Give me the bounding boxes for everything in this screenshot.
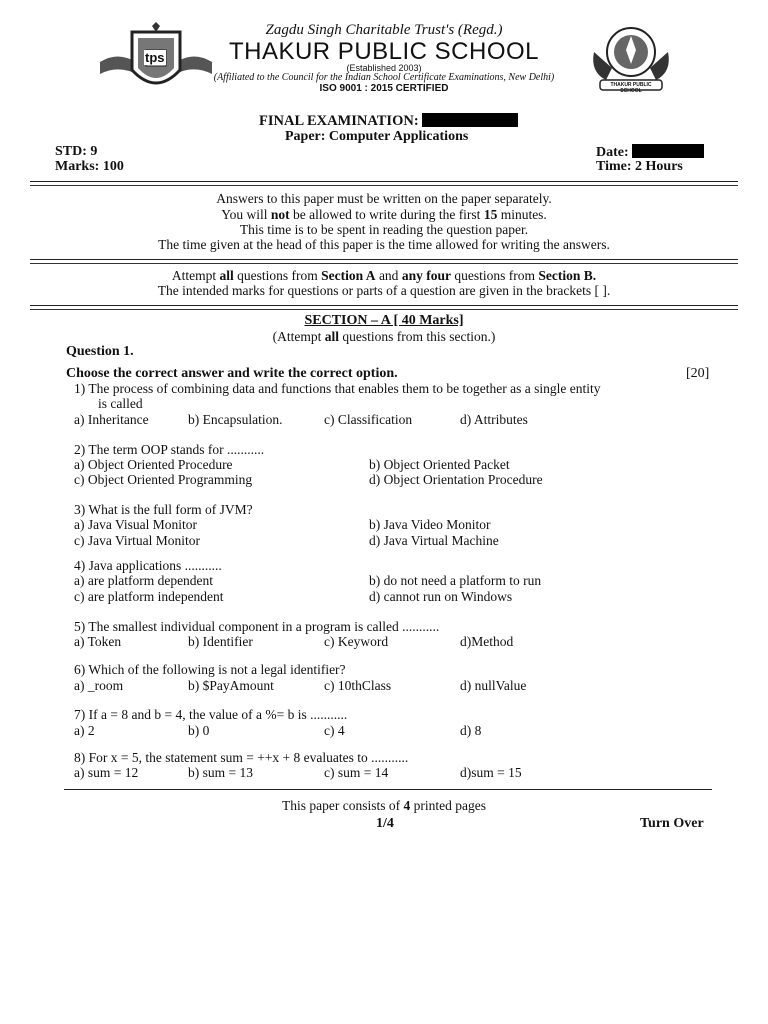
instruction-line: This time is to be spent in reading the question paper. [239, 222, 529, 237]
q4-option-b: b) do not need a platform to run [369, 573, 542, 588]
instruction-emphasis: all [219, 268, 234, 283]
instruction-text: questions from [450, 268, 539, 283]
question-7-text: 7) If a = 8 and b = 4, the value of a %= b is ........... [74, 707, 348, 722]
q7-option-d: d) 8 [460, 723, 482, 738]
instruction-text: Attempt [171, 268, 220, 283]
q1-option-b: b) Encapsulation. [188, 412, 283, 427]
emblem-text: THAKUR PUBLIC SCHOOL [610, 82, 652, 94]
q1-option-c: c) Classification [324, 412, 413, 427]
q8-option-b: b) sum = 13 [188, 765, 253, 780]
instruction-line: Answers to this paper must be written on the paper separately. [216, 191, 552, 206]
redacted-date [632, 144, 704, 158]
section-subtitle [0, 329, 768, 344]
q3-option-c: c) Java Virtual Monitor [74, 533, 201, 548]
established-text: (Established 2003) [346, 63, 422, 73]
page-number: 1/4 [376, 816, 394, 831]
q7-option-c: c) 4 [324, 723, 345, 738]
question-1-text: 1) The process of combining data and functions that enables them to be together as a single entity [74, 381, 601, 396]
page-count-number: 4 [403, 798, 411, 813]
instruction-text: and [375, 268, 402, 283]
q2-option-a: a) Object Oriented Procedure [74, 457, 233, 472]
q2-option-d: d) Object Orientation Procedure [369, 472, 543, 487]
q5-option-d: d)Method [460, 634, 514, 649]
q3-option-a: a) Java Visual Monitor [74, 517, 198, 532]
divider [30, 181, 738, 182]
instruction-emphasis: 15 [483, 207, 498, 222]
q7-option-b: b) 0 [188, 723, 210, 738]
question-6-text: 6) Which of the following is not a legal identifier? [74, 662, 346, 677]
marks-label: Marks: 100 [55, 159, 124, 174]
turn-over: Turn Over [640, 816, 704, 831]
question-marks: [20] [686, 366, 710, 381]
paper-name: Paper: Computer Applications [285, 129, 469, 144]
question-1-text-cont: is called [98, 396, 143, 411]
school-name: THAKUR PUBLIC SCHOOL [228, 38, 540, 65]
trust-name: Zagdu Singh Charitable Trust's (Regd.) [265, 22, 503, 38]
q2-option-c: c) Object Oriented Programming [74, 472, 253, 487]
q6-option-a: a) _room [74, 678, 124, 693]
affiliation-text: (Affiliated to the Council for the Indian School Certificate Examinations, New Delhi) [213, 72, 555, 83]
q7-option-a: a) 2 [74, 723, 95, 738]
instruction-emphasis: Section A [321, 268, 376, 283]
instruction-text: be allowed to write during the first [289, 207, 484, 222]
attempt-line [0, 268, 768, 283]
q2-option-b: b) Object Oriented Packet [369, 457, 510, 472]
q3-option-b: b) Java Video Monitor [369, 517, 491, 532]
question-instruction: Choose the correct answer and write the correct option. [66, 366, 398, 381]
question-heading: Question 1. [66, 344, 134, 359]
q4-option-a: a) are platform dependent [74, 573, 214, 588]
divider [30, 259, 738, 260]
page-count-text: This paper consists of [282, 798, 404, 813]
date-label-text: Date: [596, 145, 629, 160]
q4-option-d: d) cannot run on Windows [369, 589, 513, 604]
instruction-text: You will [221, 207, 271, 222]
std-label: STD: 9 [55, 144, 98, 159]
instruction-text: questions from [233, 268, 322, 283]
divider [30, 263, 738, 264]
instruction-line: The time given at the head of this paper is the time allowed for writing the answers. [158, 237, 610, 252]
question-4-text: 4) Java applications ........... [74, 558, 222, 573]
exam-title-text: FINAL EXAMINATION: [259, 113, 419, 129]
section-subtitle-text: questions from this section.) [339, 329, 496, 344]
q6-option-b: b) $PayAmount [188, 678, 274, 693]
q3-option-d: d) Java Virtual Machine [369, 533, 499, 548]
q8-option-d: d)sum = 15 [460, 765, 522, 780]
q5-option-a: a) Token [74, 634, 122, 649]
instruction-emphasis: any four [401, 268, 451, 283]
iso-text: ISO 9001 : 2015 CERTIFIED [319, 83, 449, 94]
page-count-note [0, 798, 768, 813]
q4-option-c: c) are platform independent [74, 589, 224, 604]
logo-text: tps [145, 50, 165, 65]
divider [30, 305, 738, 306]
q8-option-c: c) sum = 14 [324, 765, 389, 780]
divider [64, 789, 712, 790]
q5-option-c: c) Keyword [324, 634, 389, 649]
question-3-text: 3) What is the full form of JVM? [74, 502, 253, 517]
q6-option-c: c) 10thClass [324, 678, 392, 693]
exam-title [259, 113, 518, 130]
section-title: SECTION – A [ 40 Marks] [304, 313, 464, 328]
question-5-text: 5) The smallest individual component in a program is called ........... [74, 619, 440, 634]
marks-note: The intended marks for questions or parts of a question are given in the brackets [ ]. [157, 283, 611, 298]
divider [30, 309, 738, 310]
page-count-text: printed pages [410, 798, 486, 813]
instruction-emphasis: Section B. [538, 268, 597, 283]
divider [30, 185, 738, 186]
q8-option-a: a) sum = 12 [74, 765, 139, 780]
question-2-text: 2) The term OOP stands for ........... [74, 442, 265, 457]
q1-option-d: d) Attributes [460, 412, 528, 427]
instruction-emphasis: not [270, 207, 290, 222]
time-label: Time: 2 Hours [596, 159, 683, 174]
right-school-emblem [586, 22, 676, 102]
q5-option-b: b) Identifier [188, 634, 253, 649]
redacted-block [422, 113, 518, 127]
question-8-text: 8) For x = 5, the statement sum = ++x + 8 evaluates to ........... [74, 750, 409, 765]
instruction-line [0, 207, 768, 222]
instruction-text: minutes. [497, 207, 547, 222]
section-subtitle-text: (Attempt [272, 329, 325, 344]
section-subtitle-emphasis: all [324, 329, 340, 344]
q6-option-d: d) nullValue [460, 678, 527, 693]
q1-option-a: a) Inheritance [74, 412, 149, 427]
